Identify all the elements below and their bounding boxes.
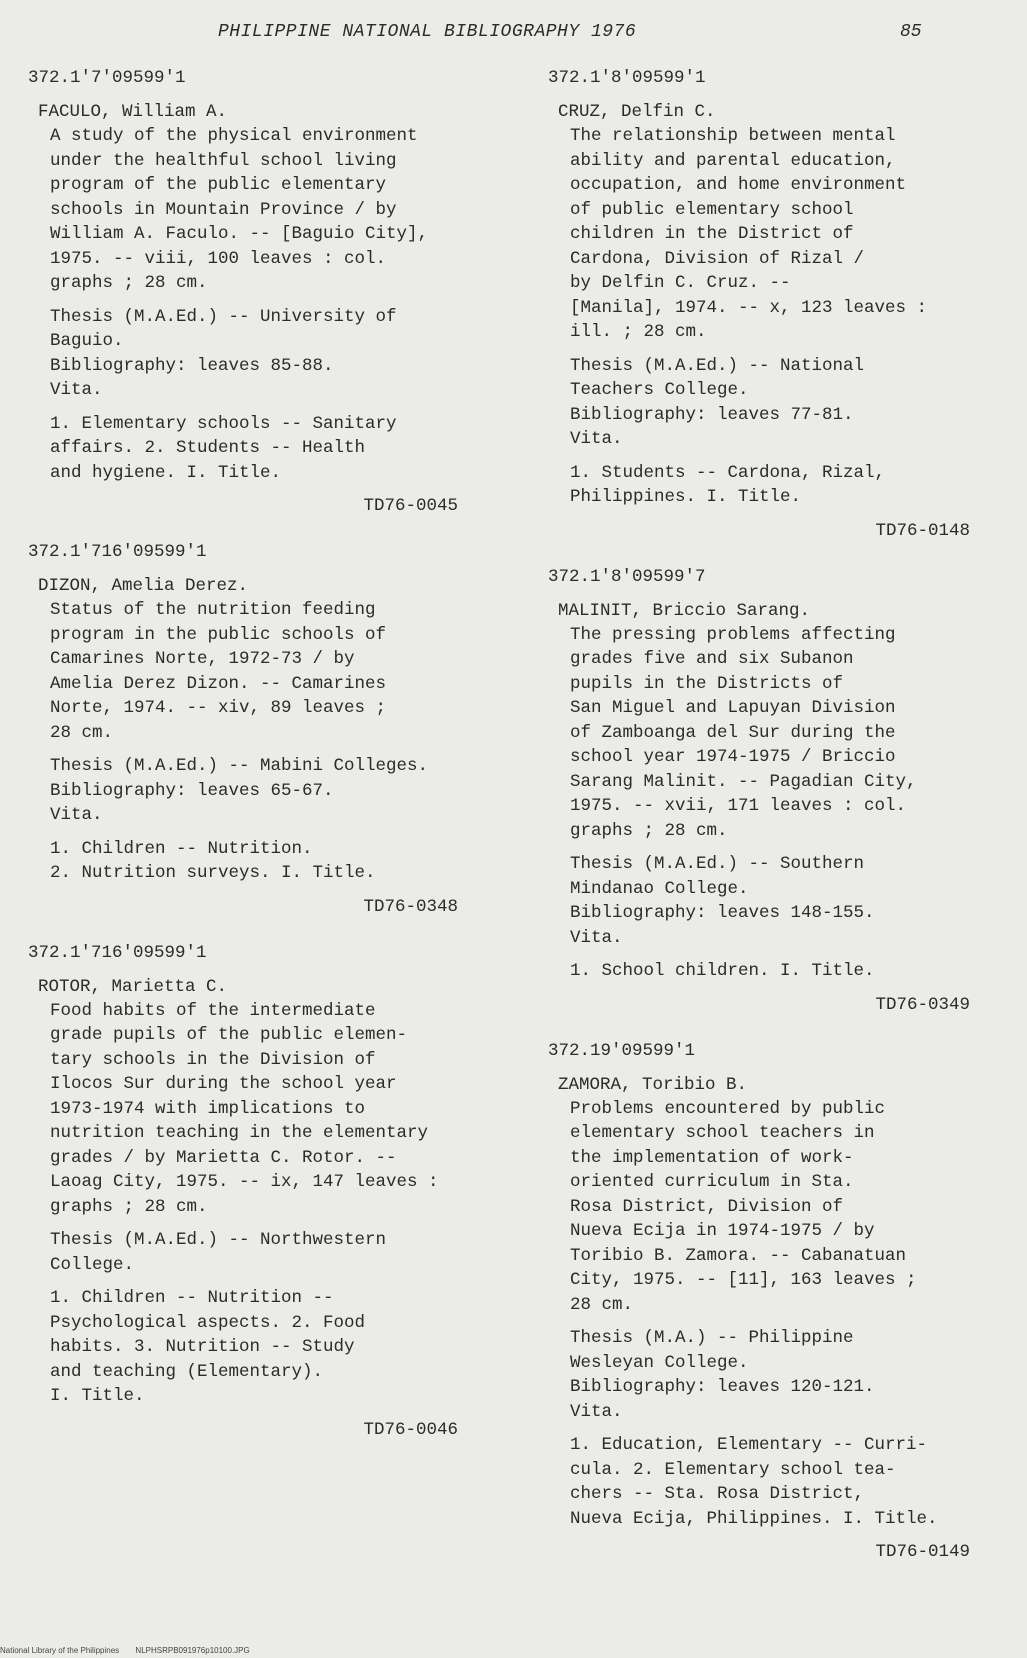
thesis-note <box>548 852 1010 950</box>
accession-number: TD76-0046 <box>363 1419 458 1440</box>
title-statement-line: Toribio B. Zamora. -- Cabanatuan <box>570 1245 907 1266</box>
thesis-note-line: Thesis (M.A.Ed.) -- University of <box>50 306 397 327</box>
title-statement-line: by Delfin C. Cruz. -- <box>570 273 791 293</box>
title-statement-line: Ilocos Sur during the school year <box>50 1074 397 1094</box>
thesis-note-line: Teachers College. <box>570 380 749 400</box>
bibliographic-entry <box>28 540 498 919</box>
title-statement-line: the implementation of work- <box>570 1147 854 1168</box>
title-statement-line: occupation, and home environment <box>570 175 907 195</box>
thesis-note-line: Vita. <box>570 429 623 449</box>
footer-file: NLPHSRPB091976p10100.JPG <box>135 1646 250 1655</box>
call-number: 372.19'09599'1 <box>548 1040 696 1061</box>
subject-headings-line: Philippines. I. Title. <box>570 487 802 507</box>
title-statement-line: William A. Faculo. -- [Baguio City], <box>50 224 429 244</box>
title-statement-line: 28 cm. <box>570 1294 634 1315</box>
title-statement <box>548 124 1010 345</box>
title-statement-line: program in the public schools of <box>50 624 387 645</box>
thesis-note <box>548 354 1010 452</box>
title-statement-line: 28 cm. <box>50 722 114 743</box>
title-statement-line: school year 1974-1975 / Briccio <box>570 747 896 767</box>
thesis-note-line: Thesis (M.A.Ed.) -- National <box>570 355 865 376</box>
running-title: PHILIPPINE NATIONAL BIBLIOGRAPHY 1976 <box>218 22 637 42</box>
subject-headings <box>548 461 1010 510</box>
title-statement-line: The relationship between mental <box>570 126 896 146</box>
title-statement-line: schools in Mountain Province / by <box>50 199 397 220</box>
thesis-note-line: Bibliography: leaves 120-121. <box>570 1377 875 1397</box>
entry-author: ROTOR, Marietta C. <box>38 976 228 997</box>
bibliographic-entry <box>548 565 1010 1017</box>
title-statement-line: ability and parental education, <box>570 150 896 171</box>
subject-headings-line: 1. Elementary schools -- Sanitary <box>50 413 397 434</box>
call-number: 372.1'716'09599'1 <box>28 542 207 562</box>
thesis-note-line: Bibliography: leaves 85-88. <box>50 355 334 376</box>
subject-headings-line: Nueva Ecija, Philippines. I. Title. <box>570 1508 938 1529</box>
thesis-note-line: Baguio. <box>50 331 124 351</box>
title-statement-line: grade pupils of the public elemen- <box>50 1025 408 1045</box>
title-statement-line: graphs ; 28 cm. <box>50 273 208 293</box>
title-statement-line: Amelia Derez Dizon. -- Camarines <box>50 673 387 694</box>
page-header <box>0 18 1027 50</box>
title-statement-line: ill. ; 28 cm. <box>570 322 707 342</box>
thesis-note-line: Thesis (M.A.Ed.) -- Southern <box>570 854 865 874</box>
entry-author: ZAMORA, Toribio B. <box>558 1074 748 1095</box>
entry-author: CRUZ, Delfin C. <box>558 102 716 122</box>
accession-number: TD76-0349 <box>875 994 970 1015</box>
title-statement-line: graphs ; 28 cm. <box>570 820 728 841</box>
title-statement-line: Rosa District, Division of <box>570 1196 844 1217</box>
subject-headings-line: 1. Education, Elementary -- Curri- <box>570 1435 928 1455</box>
title-statement-line: City, 1975. -- [11], 163 leaves ; <box>570 1270 917 1290</box>
page-number: 85 <box>900 22 922 42</box>
title-statement-line: The pressing problems affecting <box>570 624 896 645</box>
title-statement-line: Status of the nutrition feeding <box>50 600 376 620</box>
title-statement-line: 1973-1974 with implications to <box>50 1098 366 1119</box>
thesis-note-line: Mindanao College. <box>570 878 749 899</box>
thesis-note <box>28 754 498 828</box>
bibliographic-entry <box>28 941 498 1442</box>
title-statement-line: Cardona, Division of Rizal / <box>570 248 865 269</box>
title-statement-line: of Zamboanga del Sur during the <box>570 722 896 743</box>
title-statement-line: 1975. -- viii, 100 leaves : col. <box>50 248 387 269</box>
footer-library: National Library of the Philippines <box>0 1646 120 1655</box>
subject-headings-line: 1. Children -- Nutrition -- <box>50 1288 334 1308</box>
thesis-note-line: Vita. <box>50 380 103 400</box>
title-statement-line: program of the public elementary <box>50 175 387 195</box>
title-statement-line: Camarines Norte, 1972-73 / by <box>50 649 355 669</box>
title-statement <box>548 623 1010 844</box>
subject-headings-line: habits. 3. Nutrition -- Study <box>50 1337 355 1357</box>
bibliographic-entry <box>548 1039 1010 1565</box>
title-statement-line: oriented curriculum in Sta. <box>570 1172 854 1192</box>
subject-headings <box>28 837 498 886</box>
title-statement-line: 1975. -- xvii, 171 leaves : col. <box>570 796 907 816</box>
title-statement-line: Problems encountered by public <box>570 1098 886 1119</box>
thesis-note <box>28 1228 498 1277</box>
title-statement-line: Laoag City, 1975. -- ix, 147 leaves : <box>50 1172 439 1192</box>
subject-headings <box>548 1433 1010 1531</box>
thesis-note-line: Bibliography: leaves 148-155. <box>570 903 875 923</box>
title-statement <box>548 1097 1010 1318</box>
accession-number: TD76-0348 <box>363 896 458 917</box>
title-statement <box>28 598 498 745</box>
thesis-note-line: Bibliography: leaves 77-81. <box>570 404 854 425</box>
title-statement-line: A study of the physical environment <box>50 126 418 146</box>
thesis-note-line: Thesis (M.A.) -- Philippine <box>570 1328 854 1348</box>
subject-headings-line: 1. School children. I. Title. <box>570 961 875 981</box>
subject-headings-line: Psychological aspects. 2. Food <box>50 1312 366 1333</box>
thesis-note-line: Vita. <box>50 805 103 825</box>
title-statement-line: under the healthful school living <box>50 150 397 171</box>
title-statement <box>28 999 498 1220</box>
title-statement-line: grades five and six Subanon <box>570 649 854 669</box>
accession-number: TD76-0149 <box>875 1542 970 1562</box>
thesis-note-line: College. <box>50 1254 135 1275</box>
title-statement-line: grades / by Marietta C. Rotor. -- <box>50 1147 397 1168</box>
subject-headings-line: 1. Students -- Cardona, Rizal, <box>570 462 886 483</box>
title-statement-line: tary schools in the Division of <box>50 1049 376 1070</box>
subject-headings-line: and teaching (Elementary). <box>50 1361 324 1382</box>
title-statement-line: Norte, 1974. -- xiv, 89 leaves ; <box>50 698 387 718</box>
thesis-note <box>28 305 498 403</box>
title-statement-line: nutrition teaching in the elementary <box>50 1123 429 1143</box>
subject-headings-line: and hygiene. I. Title. <box>50 462 282 483</box>
call-number: 372.1'716'09599'1 <box>28 942 207 963</box>
title-statement-line: Sarang Malinit. -- Pagadian City, <box>570 771 917 792</box>
subject-headings-line: I. Title. <box>50 1386 145 1406</box>
subject-headings-line: chers -- Sta. Rosa District, <box>570 1484 865 1504</box>
right-column <box>548 66 1010 1586</box>
title-statement <box>28 124 498 296</box>
entry-author: MALINIT, Briccio Sarang. <box>558 600 811 621</box>
subject-headings <box>28 1286 498 1409</box>
thesis-note-line: Vita. <box>570 1401 623 1422</box>
title-statement-line: [Manila], 1974. -- x, 123 leaves : <box>570 297 928 318</box>
scan-footer <box>0 1646 264 1655</box>
entry-author: FACULO, William A. <box>38 102 228 122</box>
left-column <box>28 66 498 1464</box>
title-statement-line: San Miguel and Lapuyan Division <box>570 698 896 718</box>
title-statement-line: Nueva Ecija in 1974-1975 / by <box>570 1221 875 1241</box>
subject-headings-line: 1. Children -- Nutrition. <box>50 838 313 859</box>
subject-headings-line: cula. 2. Elementary school tea- <box>570 1459 896 1480</box>
subject-headings <box>28 412 498 486</box>
subject-headings-line: affairs. 2. Students -- Health <box>50 438 366 458</box>
entry-author: DIZON, Amelia Derez. <box>38 576 249 596</box>
subject-headings-line: 2. Nutrition surveys. I. Title. <box>50 863 376 883</box>
bibliographic-entry <box>548 66 1010 543</box>
call-number: 372.1'8'09599'1 <box>548 68 706 88</box>
title-statement-line: pupils in the Districts of <box>570 673 844 694</box>
subject-headings <box>548 959 1010 984</box>
call-number: 372.1'8'09599'7 <box>548 566 706 587</box>
thesis-note-line: Bibliography: leaves 65-67. <box>50 780 334 801</box>
title-statement-line: of public elementary school <box>570 199 854 220</box>
thesis-note <box>548 1326 1010 1424</box>
call-number: 372.1'7'09599'1 <box>28 68 186 88</box>
title-statement-line: Food habits of the intermediate <box>50 1000 376 1021</box>
thesis-note-line: Thesis (M.A.Ed.) -- Mabini Colleges. <box>50 756 429 776</box>
title-statement-line: elementary school teachers in <box>570 1123 875 1143</box>
title-statement-line: children in the District of <box>570 224 854 244</box>
bibliographic-entry <box>28 66 498 518</box>
accession-number: TD76-0045 <box>363 496 458 516</box>
thesis-note-line: Thesis (M.A.Ed.) -- Northwestern <box>50 1230 387 1250</box>
title-statement-line: graphs ; 28 cm. <box>50 1196 208 1217</box>
thesis-note-line: Wesleyan College. <box>570 1352 749 1373</box>
thesis-note-line: Vita. <box>570 927 623 948</box>
accession-number: TD76-0148 <box>875 520 970 541</box>
